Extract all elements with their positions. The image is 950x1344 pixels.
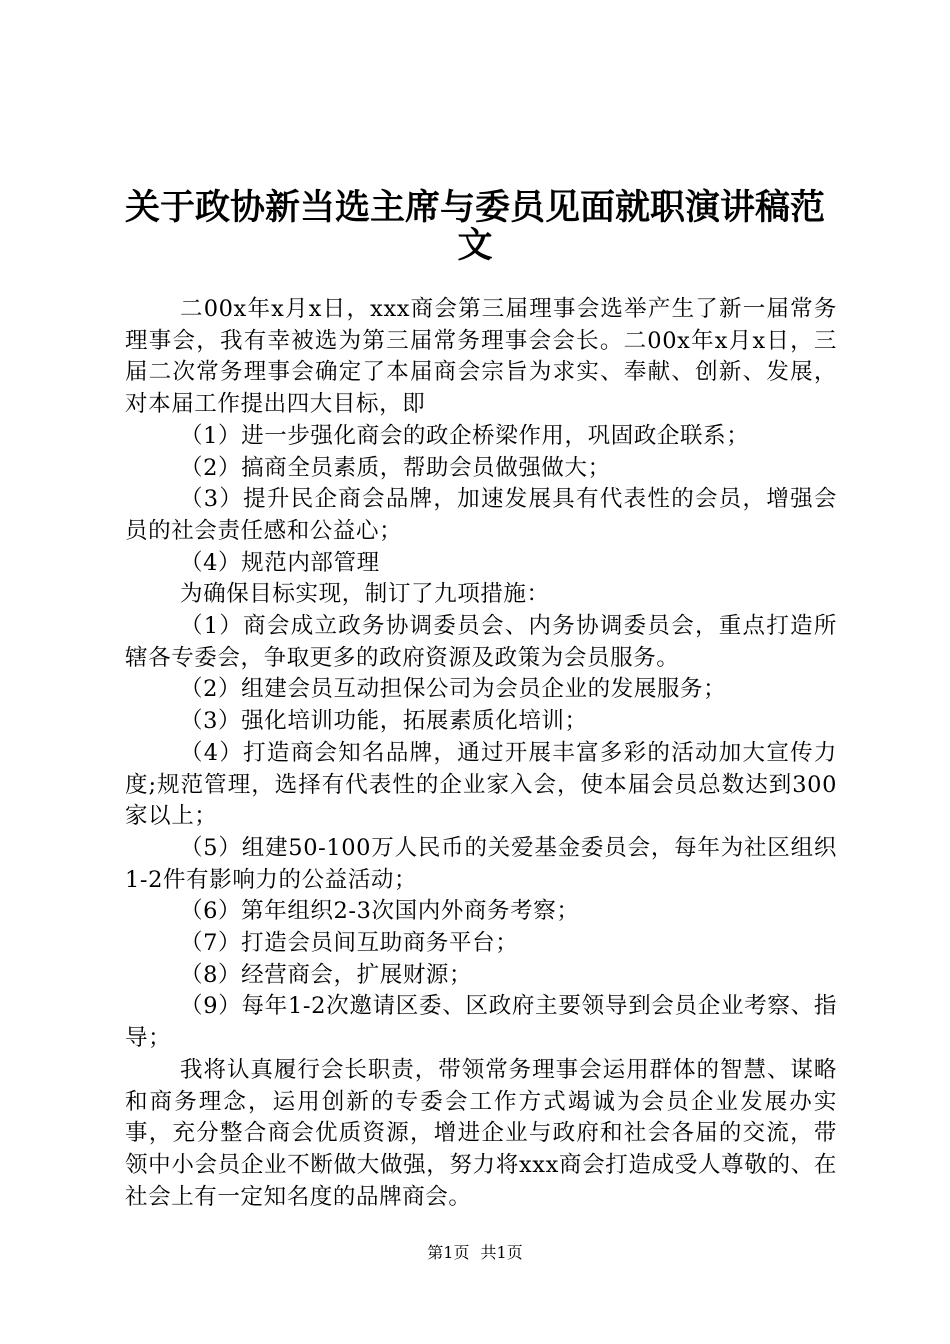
page-number: 第1页: [427, 1243, 470, 1262]
paragraph: （5）组建50-100万人民币的关爱基金委员会，每年为社区组织1-2件有影响力的公益活动；: [125, 834, 837, 893]
document-title-line2: 文: [457, 226, 493, 266]
paragraph: （3）强化培训功能，拓展素质化培训；: [180, 708, 588, 735]
paragraph: （9）每年1-2次邀请区委、区政府主要领导到会员企业考察、指导；: [125, 993, 837, 1052]
paragraph: （4）打造商会知名品牌，通过开展丰富多彩的活动加大宣传力度;规范管理，选择有代表性的企业家入会，使本届会员总数达到300家以上；: [125, 739, 837, 830]
document-body: [125, 294, 837, 1213]
paragraph: 二00x年x月x日，xxx商会第三届理事会选举产生了新一届常务理事会，我有幸被选为第三届常务理事会会长。二00x年x月x日，三届二次常务理事会确定了本届商会宗旨为求实、奉献、创新、发展，对本届工作提出四大目标，即: [125, 296, 837, 418]
page-footer: [0, 1242, 950, 1264]
paragraph: （2）搞商全员素质，帮助会员做强做大；: [180, 454, 611, 481]
paragraph: （4）规范内部管理: [180, 549, 380, 576]
paragraph: （1）商会成立政务协调委员会、内务协调委员会，重点打造所辖各专委会，争取更多的政府资源及政策为会员服务。: [125, 613, 837, 671]
paragraph: （7）打造会员间互助商务平台；: [180, 930, 519, 957]
paragraph: 为确保目标实现，制订了九项措施：: [180, 581, 550, 608]
paragraph: （1）进一步强化商会的政企桥梁作用，巩固政企联系；: [180, 422, 750, 449]
page-total: 共1页: [480, 1243, 523, 1262]
paragraph: （3）提升民企商会品牌，加速发展具有代表性的会员，增强会员的社会责任感和公益心；: [125, 486, 837, 544]
document-title-line1: 关于政协新当选主席与委员见面就职演讲稿范: [124, 188, 825, 228]
paragraph: （2）组建会员互动担保公司为会员企业的发展服务；: [180, 676, 727, 703]
paragraph: 我将认真履行会长职责，带领常务理事会运用群体的智慧、谋略和商务理念，运用创新的专委会工作方式竭诚为会员企业发展办实事，充分整合商会优质资源，增进企业与政府和社会各届的交流，带领中小会员企业不断做大做强，努力将xxx商会打造成受人尊敬的、在社会上有一定知名度的品牌商会。: [125, 1056, 837, 1210]
paragraph: （8）经营商会，扩展财源；: [180, 961, 473, 988]
paragraph: （6）第年组织2-3次国内外商务考察；: [180, 898, 580, 925]
